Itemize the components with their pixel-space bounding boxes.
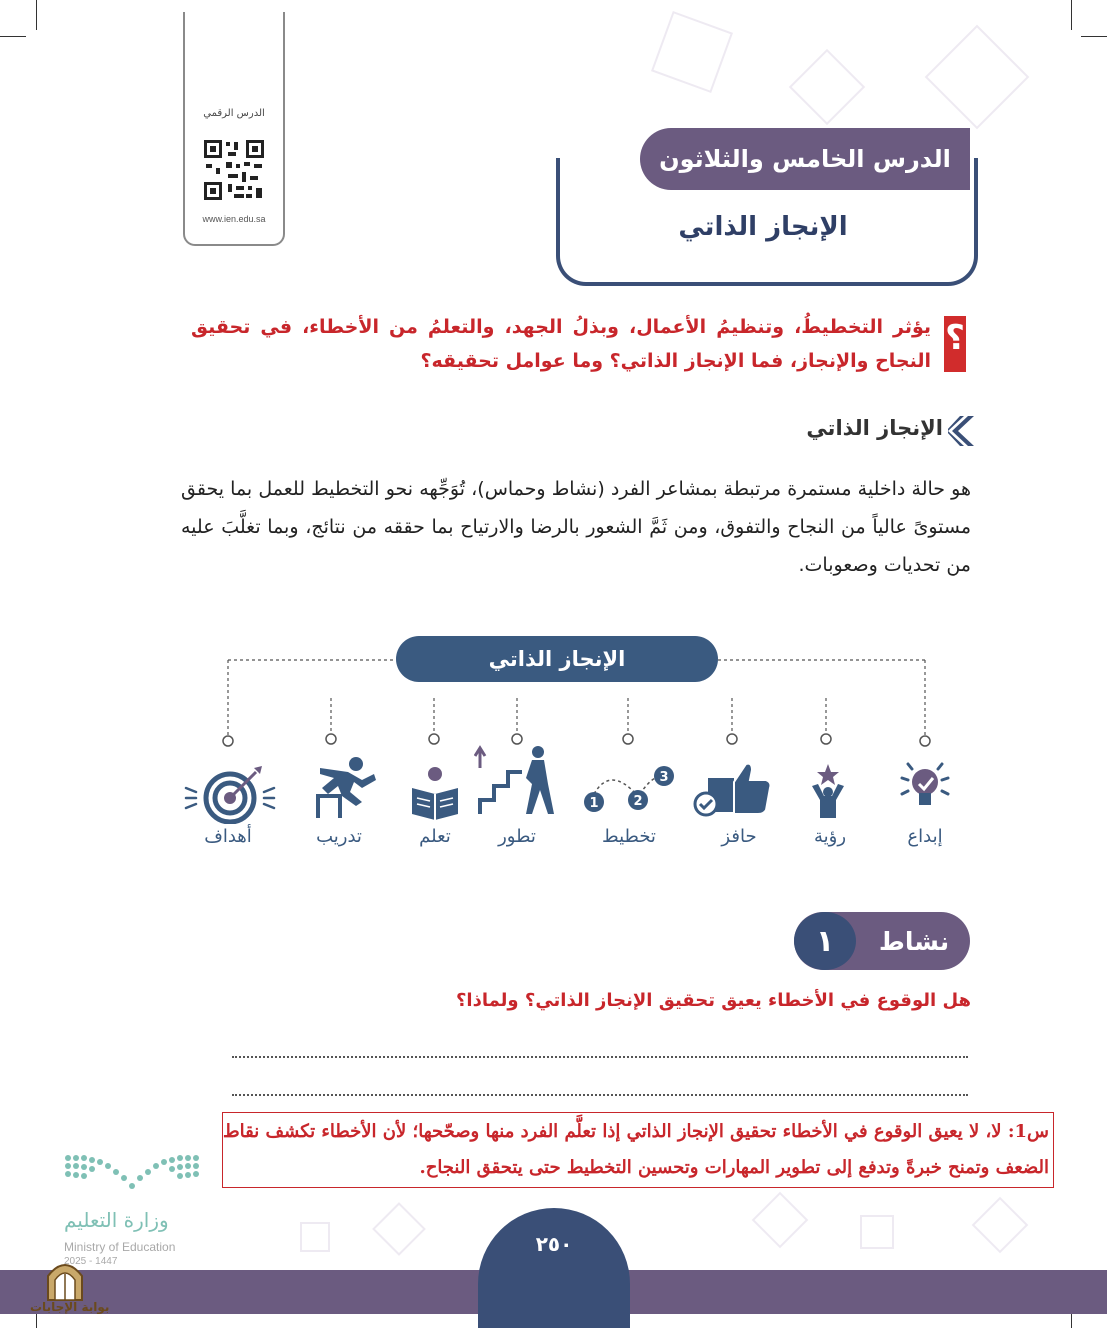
diagram-label-learning: تعلم [419,826,451,847]
portal-logo-icon[interactable] [44,1256,86,1302]
ministry-year: 2025 - 1447 [64,1256,118,1267]
answer-line[interactable] [232,1094,968,1096]
target-icon [184,764,276,824]
diagram-label-growth: تطور [498,826,536,847]
lesson-number-title: الدرس الخامس والثلاثون [640,128,970,190]
diagram-title: الإنجاز الذاتي [396,636,718,682]
digital-lesson-url[interactable]: www.ien.edu.sa [202,214,266,224]
svg-text:3: 3 [659,770,669,785]
diagram-label-vision: رؤية [813,826,847,847]
svg-text:2: 2 [633,794,643,809]
question-mark-icon: ؟ [945,318,965,358]
bg-pattern [972,1197,1029,1254]
definition-text: هو حالة داخلية مستمرة مرتبطة بمشاعر الفرد (نشاط وحماس)، تُوَجِّهه نحو التخطيط للعمل بما يحقق مستوىً عالياً من النجاح والتفوق، ومن ثَمَّ الشعور بالرضا والارتياح بما حققه من نتائج، وبما تغلَّبَ عليه من تحديات وصعوبات. [181,478,971,576]
answer-line[interactable] [232,1056,968,1058]
vision-person-icon [806,762,850,820]
page-number-badge [478,1208,630,1328]
intro-text: يؤثر التخطيطُ، وتنظيمُ الأعمال، وبذلُ الجهد، والتعلمُ من الأخطاء، في تحقيق النجاح والإنجاز، فما الإنجاز الذاتي؟ وما عوامل تحقيقه؟ [191,316,931,372]
plan-steps-icon [580,764,678,814]
diagram-label-planning: تخطيط [602,826,656,847]
lightbulb-icon [898,758,952,820]
diagram-label-training: تدريب [316,826,362,847]
activity-question: هل الوقوع في الأخطاء يعيق تحقيق الإنجاز الذاتي؟ ولماذا؟ [455,990,971,1011]
ministry-name-arabic: وزارة التعليم [64,1208,169,1232]
digital-lesson-label: الدرس الرقمي [203,108,265,119]
page-number: ٢٥٠ [535,1232,573,1256]
diagram-label-motivation: حافز [721,826,757,847]
svg-text:1: 1 [589,796,599,811]
section-title: الإنجاز الذاتي [806,416,943,440]
thumbs-up-icon [692,760,774,818]
lesson-title: الإنجاز الذاتي [678,212,848,242]
bg-pattern [372,1202,426,1256]
ministry-logo-icon [64,1152,200,1194]
bg-pattern [300,1222,330,1252]
diagram-label-creativity: إبداع [907,826,943,847]
portal-name[interactable]: بوابة الإجابات [30,1300,110,1314]
bg-pattern [860,1215,894,1249]
answer-text: س1: لا، لا يعيق الوقوع في الأخطاء تحقيق الإنجاز الذاتي إذا تعلَّم الفرد منها وصحّحها؛ لأن الأخطاء تكشف نقاط الضعف وتمنح خبرةً وتدفع إلى تطوير المهارات وتحسين التخطيط حتى يتحقق النجاح. [222,1121,1049,1178]
activity-label: نشاط [878,926,950,956]
reading-person-icon [410,766,460,820]
stairs-climb-icon [474,744,558,818]
hurdle-jump-icon [312,756,376,820]
diagram-label-goals: أهداف [204,826,252,847]
bg-pattern [752,1192,809,1249]
activity-number: ١ [794,912,856,970]
ministry-name-english: Ministry of Education [64,1240,176,1254]
